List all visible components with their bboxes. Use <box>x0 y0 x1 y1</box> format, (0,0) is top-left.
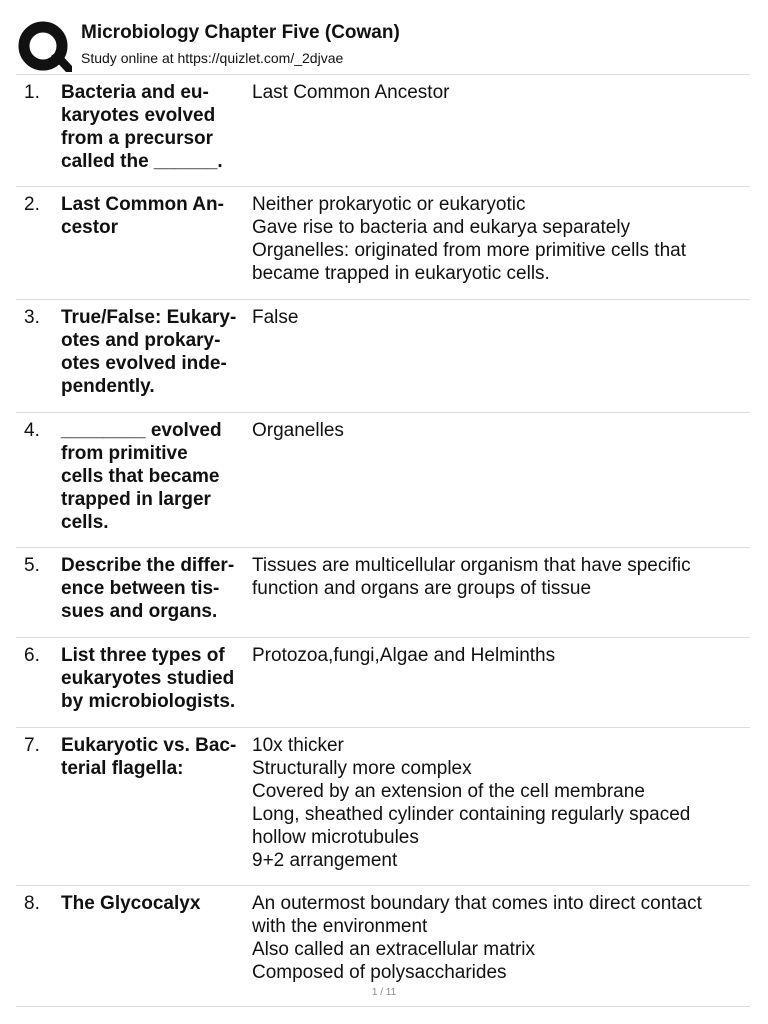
definition-line: function and organs are groups of tissue <box>252 578 592 599</box>
definition-line: 9+2 arrangement <box>252 850 398 871</box>
definition-line: Organelles: originated from more primitive cells that <box>252 240 687 261</box>
card-term: Eukaryotic vs. Bac- terial flagella: <box>61 735 237 779</box>
card-definition <box>252 644 747 667</box>
card-definition <box>252 81 747 104</box>
definition-line: 10x thicker <box>252 735 344 756</box>
flashcard-row <box>16 413 750 548</box>
card-number: 6. <box>24 645 40 666</box>
page-subtitle: Study online at https://quizlet.com/_2djvae <box>81 50 344 66</box>
definition-line: Tissues are multicellular organism that have specific <box>252 555 691 576</box>
definition-line: Composed of polysaccharides <box>252 962 507 983</box>
card-definition <box>252 419 747 442</box>
card-number: 4. <box>24 420 40 441</box>
flashcard-row <box>16 728 750 886</box>
card-number: 8. <box>24 893 40 914</box>
page-title: Microbiology Chapter Five (Cowan) <box>81 22 400 43</box>
definition-line: Covered by an extension of the cell membrane <box>252 781 645 802</box>
flashcard-row <box>16 75 750 187</box>
flashcard-row <box>16 300 750 413</box>
definition-line: Neither prokaryotic or eukaryotic <box>252 194 526 215</box>
definition-line: Last Common Ancestor <box>252 82 450 103</box>
card-term: List three types of eukaryotes studied by microbiologists. <box>61 645 236 712</box>
card-definition <box>252 193 747 285</box>
card-definition <box>252 892 747 984</box>
card-term: Last Common An- cestor <box>61 194 224 238</box>
card-term: The Glycocalyx <box>61 893 201 914</box>
card-number: 2. <box>24 194 40 215</box>
definition-line: Long, sheathed cylinder containing regularly spaced <box>252 804 691 825</box>
card-number: 3. <box>24 307 40 328</box>
card-term: True/False: Eukary- otes and prokary- otes evolved inde- pendently. <box>61 307 237 397</box>
definition-line: Organelles <box>252 420 344 441</box>
definition-line: Protozoa,fungi,Algae and Helminths <box>252 645 556 666</box>
card-term: ________ evolved from primitive cells that became trapped in larger cells. <box>61 420 222 533</box>
card-number: 1. <box>24 82 40 103</box>
definition-line: An outermost boundary that comes into direct contact <box>252 893 702 914</box>
page-header <box>0 0 768 74</box>
definition-line: hollow microtubules <box>252 827 419 848</box>
flashcard-row <box>16 187 750 300</box>
flashcard-list <box>0 75 768 1007</box>
card-definition <box>252 306 747 329</box>
definition-line: False <box>252 307 299 328</box>
definition-line: with the environment <box>252 916 428 937</box>
page-number: 1 / 11 <box>371 987 397 998</box>
card-term: Bacteria and eu- karyotes evolved from a precursor called the ______. <box>61 82 223 172</box>
card-definition <box>252 734 747 872</box>
card-number: 5. <box>24 555 40 576</box>
definition-line: Gave rise to bacteria and eukarya separately <box>252 217 631 238</box>
card-term: Describe the differ- ence between tis- sues and organs. <box>61 555 235 622</box>
card-definition <box>252 554 747 600</box>
definition-line: Structurally more complex <box>252 758 472 779</box>
quizlet-q-logo-icon <box>18 20 72 74</box>
definition-line: became trapped in eukaryotic cells. <box>252 263 550 284</box>
flashcard-row <box>16 548 750 638</box>
flashcard-row <box>16 638 750 728</box>
card-number: 7. <box>24 735 40 756</box>
definition-line: Also called an extracellular matrix <box>252 939 536 960</box>
